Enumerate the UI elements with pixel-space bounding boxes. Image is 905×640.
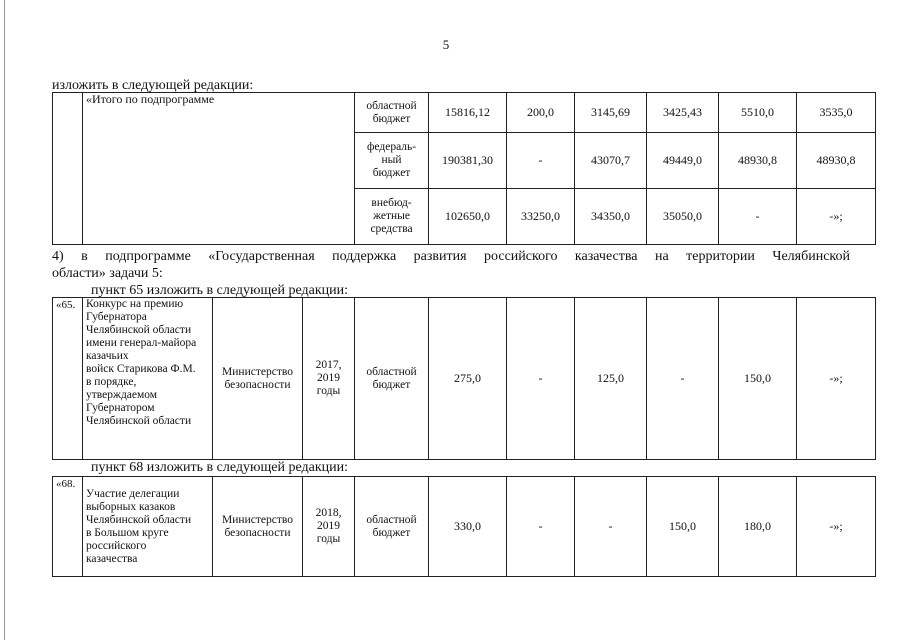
row-number: «65. xyxy=(53,298,83,460)
value-cell: 48930,8 xyxy=(797,133,876,189)
value-cell: 275,0 xyxy=(429,298,507,460)
executor: Министерство безопасности xyxy=(213,477,303,577)
years: 2018, 2019 годы xyxy=(303,477,355,577)
value-cell: 102650,0 xyxy=(429,189,507,245)
table-row xyxy=(53,477,876,577)
value-cell: - xyxy=(719,189,797,245)
value-cell: -»; xyxy=(797,189,876,245)
value-cell: 150,0 xyxy=(719,298,797,460)
value-cell: 34350,0 xyxy=(575,189,647,245)
value-cell: 125,0 xyxy=(575,298,647,460)
measure-name: Конкурс на премию Губернатора Челябинской области имени генерал-майора казачьих войск Старикова Ф.М. в порядке, утверждаемом Губернатором Челябинской области xyxy=(83,298,213,460)
value-cell: - xyxy=(575,477,647,577)
value-cell: - xyxy=(507,133,575,189)
funding-source: областной бюджет xyxy=(355,477,429,577)
funding-source-extrabudgetary: внебюд- жетные средства xyxy=(355,189,429,245)
subprogram-total-table xyxy=(52,92,876,245)
point-68-intro: пункт 68 изложить в следующей редакции: xyxy=(91,460,348,475)
value-cell: 33250,0 xyxy=(507,189,575,245)
point-65-table xyxy=(52,297,876,460)
executor: Министерство безопасности xyxy=(213,298,303,460)
value-cell: 180,0 xyxy=(719,477,797,577)
value-cell: 48930,8 xyxy=(719,133,797,189)
value-cell: 3535,0 xyxy=(797,93,876,133)
value-cell: 35050,0 xyxy=(647,189,719,245)
value-cell: 190381,30 xyxy=(429,133,507,189)
point-65-intro: пункт 65 изложить в следующей редакции: xyxy=(91,283,348,298)
value-cell: 200,0 xyxy=(507,93,575,133)
value-cell: - xyxy=(647,298,719,460)
table-cell-empty xyxy=(53,93,83,245)
measure-name: Участие делегации выборных казаков Челябинской области в Большом круге российского казачества xyxy=(83,477,213,577)
row-number: «68. xyxy=(53,477,83,577)
value-cell: 43070,7 xyxy=(575,133,647,189)
value-cell: 15816,12 xyxy=(429,93,507,133)
value-cell: 5510,0 xyxy=(719,93,797,133)
page-number: 5 xyxy=(442,37,450,52)
funding-source: областной бюджет xyxy=(355,298,429,460)
value-cell: - xyxy=(507,477,575,577)
point-68-table xyxy=(52,476,876,577)
paragraph-4: 4) в подпрограмме «Государственная поддержка развития российского казачества на территории Челябинской xyxy=(52,249,850,264)
value-cell: 3425,43 xyxy=(647,93,719,133)
value-cell: 330,0 xyxy=(429,477,507,577)
funding-source-federal: федераль- ный бюджет xyxy=(355,133,429,189)
table-row xyxy=(53,298,876,460)
value-cell: -»; xyxy=(797,298,876,460)
paragraph-4-continuation: области» задачи 5: xyxy=(52,266,163,281)
value-cell: 150,0 xyxy=(647,477,719,577)
years: 2017, 2019 годы xyxy=(303,298,355,460)
table-row xyxy=(53,93,876,133)
intro-text: изложить в следующей редакции: xyxy=(52,78,254,93)
value-cell: 49449,0 xyxy=(647,133,719,189)
value-cell: -»; xyxy=(797,477,876,577)
page-margin-line xyxy=(4,0,5,640)
value-cell: - xyxy=(507,298,575,460)
funding-source-regional: областной бюджет xyxy=(355,93,429,133)
subprogram-total-title: «Итого по подпрограмме xyxy=(83,93,355,245)
value-cell: 3145,69 xyxy=(575,93,647,133)
